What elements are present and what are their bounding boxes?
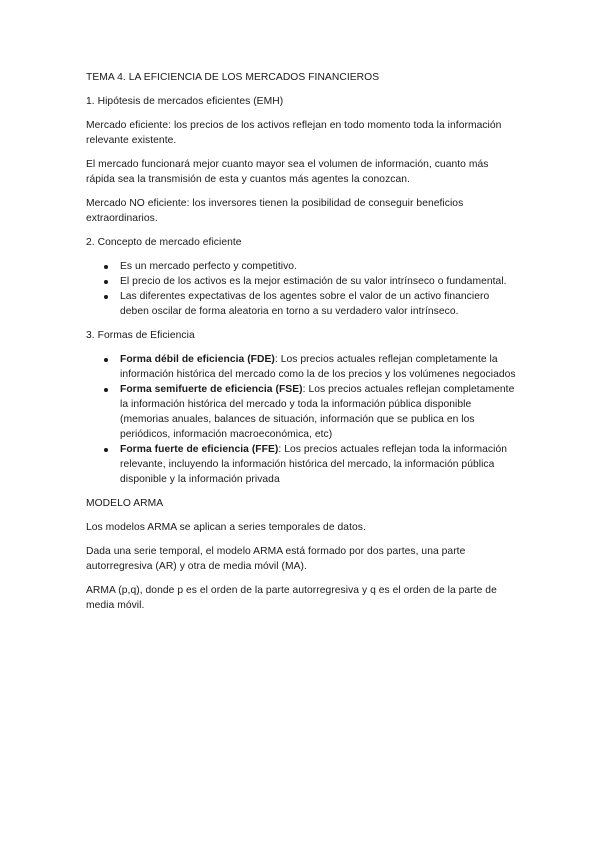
section1-paragraph-information: El mercado funcionará mejor cuanto mayor sea el volumen de información, cuanto más rápida sea la transmisión de esta y cuantos más agentes la conozcan.: [86, 159, 489, 185]
list-item: El precio de los activos es la mejor estimación de su valor intrínseco o fundamental.: [86, 274, 518, 289]
document-body: [86, 70, 518, 622]
section1-heading: 1. Hipótesis de mercados eficientes (EMH): [86, 96, 284, 107]
list-item: [86, 442, 518, 487]
section1-paragraph-efficient: Mercado eficiente: los precios de los activos reflejan en todo momento toda la información relevante existente.: [86, 120, 502, 146]
list-item: Es un mercado perfecto y competitivo.: [86, 259, 518, 274]
definition-strong-form: : Los precios actuales reflejan toda la información relevante, incluyendo la información histórica del mercado, la información pública disponible y la información privada: [120, 444, 508, 485]
term-strong-form: Forma fuerte de eficiencia (FFE): [120, 444, 279, 455]
definition-semistrong-form: : Los precios actuales reflejan completamente la información histórica del mercado y toda la información pública disponible (memorias anuales, balances de situación, información que se publica en los periódicos, información macroeconómica, etc): [120, 384, 515, 440]
section2-list: [86, 259, 518, 319]
definition-weak-form: : Los precios actuales reflejan completamente la información histórica del mercado como la de los precios y los volúmenes negociados: [120, 354, 516, 380]
list-item: [86, 382, 518, 442]
arma-paragraph-parts: Dada una serie temporal, el modelo ARMA está formado por dos partes, una parte autorregresiva (AR) y otra de media móvil (MA).: [86, 546, 466, 572]
arma-paragraph-series: Los modelos ARMA se aplican a series temporales de datos.: [86, 522, 366, 533]
section3-heading: 3. Formas de Eficiencia: [86, 330, 195, 341]
term-semistrong-form: Forma semifuerte de eficiencia (FSE): [120, 384, 303, 395]
arma-paragraph-order: ARMA (p,q), donde p es el orden de la parte autorregresiva y q es el orden de la parte de media móvil.: [86, 585, 497, 611]
list-item: Las diferentes expectativas de los agentes sobre el valor de un activo financiero deben oscilar de forma aleatoria en torno a su verdadero valor intrínseco.: [86, 289, 518, 319]
section3-list: [86, 352, 518, 487]
term-weak-form: Forma débil de eficiencia (FDE): [120, 354, 275, 365]
document-title: TEMA 4. LA EFICIENCIA DE LOS MERCADOS FINANCIEROS: [86, 72, 380, 83]
section2-heading: 2. Concepto de mercado eficiente: [86, 237, 242, 248]
arma-heading: MODELO ARMA: [86, 498, 164, 509]
section1-paragraph-not-efficient: Mercado NO eficiente: los inversores tienen la posibilidad de conseguir beneficios extraordinarios.: [86, 198, 464, 224]
list-item: [86, 352, 518, 382]
